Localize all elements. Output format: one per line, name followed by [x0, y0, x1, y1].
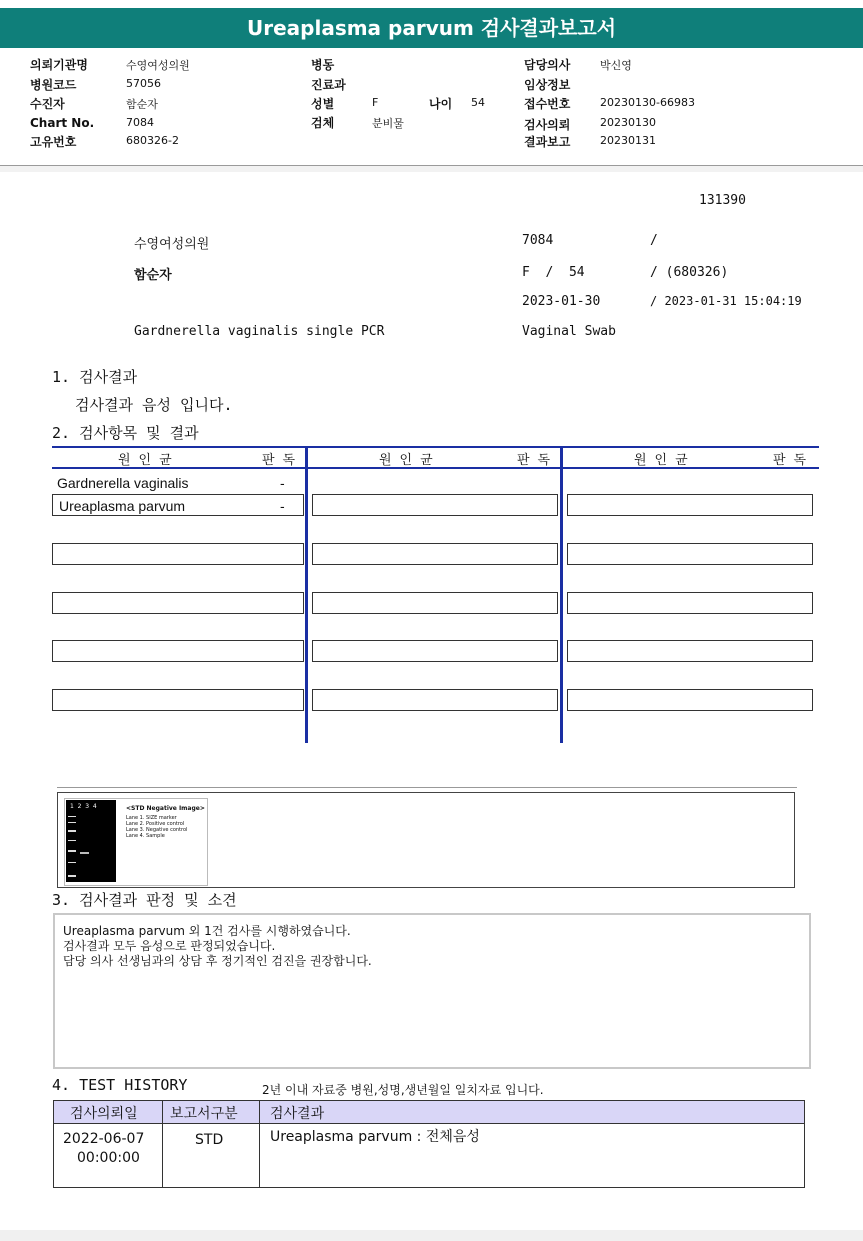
age-label: 나이 [429, 97, 453, 111]
report-id: 131390 [699, 193, 746, 208]
history-header-date: 검사의뢰일 [70, 1106, 138, 1122]
comment-line-2: 검사결과 모두 음성으로 판정되었습니다. [63, 939, 276, 953]
comment-line-3: 담당 의사 선생님과의 상담 후 정기적인 검진을 권장합니다. [63, 954, 372, 968]
clinical-label: 임상정보 [524, 78, 571, 92]
result-cell [312, 494, 558, 516]
unique-label: 고유번호 [30, 135, 77, 149]
gel-legend-line: Lane 4. Sample [126, 833, 165, 839]
report-request-date: 2023-01-30 [522, 294, 601, 309]
patient-value: 함순자 [126, 98, 158, 111]
report-label: 결과보고 [524, 135, 571, 149]
gel-band [68, 875, 76, 877]
history-header-type: 보고서구분 [170, 1106, 238, 1122]
request-label: 검사의뢰 [524, 118, 571, 132]
header-info-panel [0, 48, 863, 166]
patient-label: 수진자 [30, 97, 65, 111]
row2-pathogen: Ureaplasma parvum [59, 498, 186, 514]
unique-value: 680326-2 [126, 134, 179, 147]
gel-legend-line: Lane 2. Positive control [126, 821, 185, 827]
result-cell [567, 494, 813, 516]
doctor-value: 박신영 [600, 59, 632, 72]
row1-pathogen: Gardnerella vaginalis [57, 475, 189, 491]
institution-value: 수영여성의원 [126, 59, 190, 72]
result-cell [52, 689, 304, 711]
result-cell [312, 640, 558, 662]
report-datetime: / 2023-01-31 15:04:19 [650, 294, 802, 308]
specimen-value: 분비물 [372, 117, 404, 130]
row2-result: - [280, 498, 285, 514]
gel-band [68, 830, 76, 832]
col1-judge-header: 판독 [262, 453, 304, 468]
history-time: 00:00:00 [77, 1150, 140, 1166]
sex-label: 성별 [311, 97, 335, 111]
ward-label: 병동 [311, 58, 335, 72]
header-divider [0, 166, 863, 172]
chart-label: Chart No. [30, 116, 95, 130]
report-value: 20230131 [600, 134, 656, 147]
result-cell [312, 689, 558, 711]
receipt-value: 20230130-66983 [600, 96, 695, 109]
receipt-label: 접수번호 [524, 97, 571, 111]
gel-lanes-image [66, 800, 116, 882]
history-header-result: 검사결과 [270, 1106, 325, 1122]
gel-title: <STD Negative Image> [126, 805, 205, 812]
section1-title: 1. 검사결과 [52, 368, 138, 386]
history-date: 2022-06-07 [63, 1131, 145, 1147]
report-birth: / (680326) [650, 265, 729, 280]
section2-title: 2. 검사항목 및 결과 [52, 424, 199, 442]
chart-value: 7084 [126, 116, 154, 129]
result-cell [52, 640, 304, 662]
gel-legend [126, 806, 206, 839]
report-chart: 7084 [522, 233, 554, 248]
result-cell [52, 592, 304, 614]
history-col-divider [162, 1100, 163, 1188]
result-cell [567, 689, 813, 711]
grid-divider-2 [560, 446, 563, 743]
history-type: STD [195, 1132, 224, 1148]
history-table-header [54, 1101, 804, 1124]
result-cell [312, 592, 558, 614]
result-cell [567, 640, 813, 662]
history-col-divider [259, 1100, 260, 1188]
result-cell [567, 543, 813, 565]
specimen-label: 검체 [311, 116, 335, 130]
result-cell [567, 592, 813, 614]
department-label: 진료과 [311, 78, 346, 92]
hospital-code-value: 57056 [126, 77, 161, 90]
report-patient: 함순자 [134, 268, 172, 283]
gel-band [68, 840, 76, 841]
section4-title: 4. TEST HISTORY [52, 1076, 188, 1094]
gel-band [68, 862, 76, 863]
grid-divider-1 [305, 446, 308, 743]
age-value: 54 [471, 96, 485, 109]
gel-band [80, 852, 89, 854]
sex-value: F [372, 96, 379, 109]
gel-lane-numbers: 1 2 3 4 [70, 803, 97, 810]
report-title: Ureaplasma parvum 검사결과보고서 [0, 8, 863, 48]
report-slash: / [650, 233, 658, 248]
section3-title: 3. 검사결과 판정 및 소견 [52, 891, 237, 909]
gel-band [68, 822, 76, 823]
gel-band [68, 816, 76, 817]
col3-pathogen-header: 원인균 [634, 453, 696, 468]
report-test-name: Gardnerella vaginalis single PCR [134, 324, 385, 339]
history-result: Ureaplasma parvum : 전체음성 [270, 1129, 480, 1145]
doctor-label: 담당의사 [524, 58, 571, 72]
institution-label: 의뢰기관명 [30, 58, 88, 72]
request-value: 20230130 [600, 116, 656, 129]
col2-judge-header: 판독 [517, 453, 559, 468]
hospital-code-label: 병원코드 [30, 78, 77, 92]
result-cell [312, 543, 558, 565]
report-specimen: Vaginal Swab [522, 324, 616, 339]
result-cell [52, 543, 304, 565]
grid-top-rule [52, 446, 819, 448]
report-institution: 수영여성의원 [134, 237, 210, 252]
col1-pathogen-header: 원인균 [118, 453, 180, 468]
gel-legend-line: Lane 1. SIZE marker [126, 815, 177, 821]
comment-line-1: Ureaplasma parvum 외 1건 검사를 시행하였습니다. [63, 924, 351, 938]
report-sex-age: F / 54 [522, 265, 585, 280]
gel-band [68, 850, 76, 852]
image-top-rule [57, 787, 797, 788]
section1-text: 검사결과 음성 입니다. [75, 396, 233, 414]
history-note: 2년 이내 자료중 병원,성명,생년월일 일치자료 입니다. [262, 1083, 544, 1097]
row1-result: - [280, 475, 285, 491]
gel-legend-line: Lane 3. Negative control [126, 827, 188, 833]
page-footer-band [0, 1230, 863, 1241]
col2-pathogen-header: 원인균 [379, 453, 441, 468]
col3-judge-header: 판독 [773, 453, 815, 468]
